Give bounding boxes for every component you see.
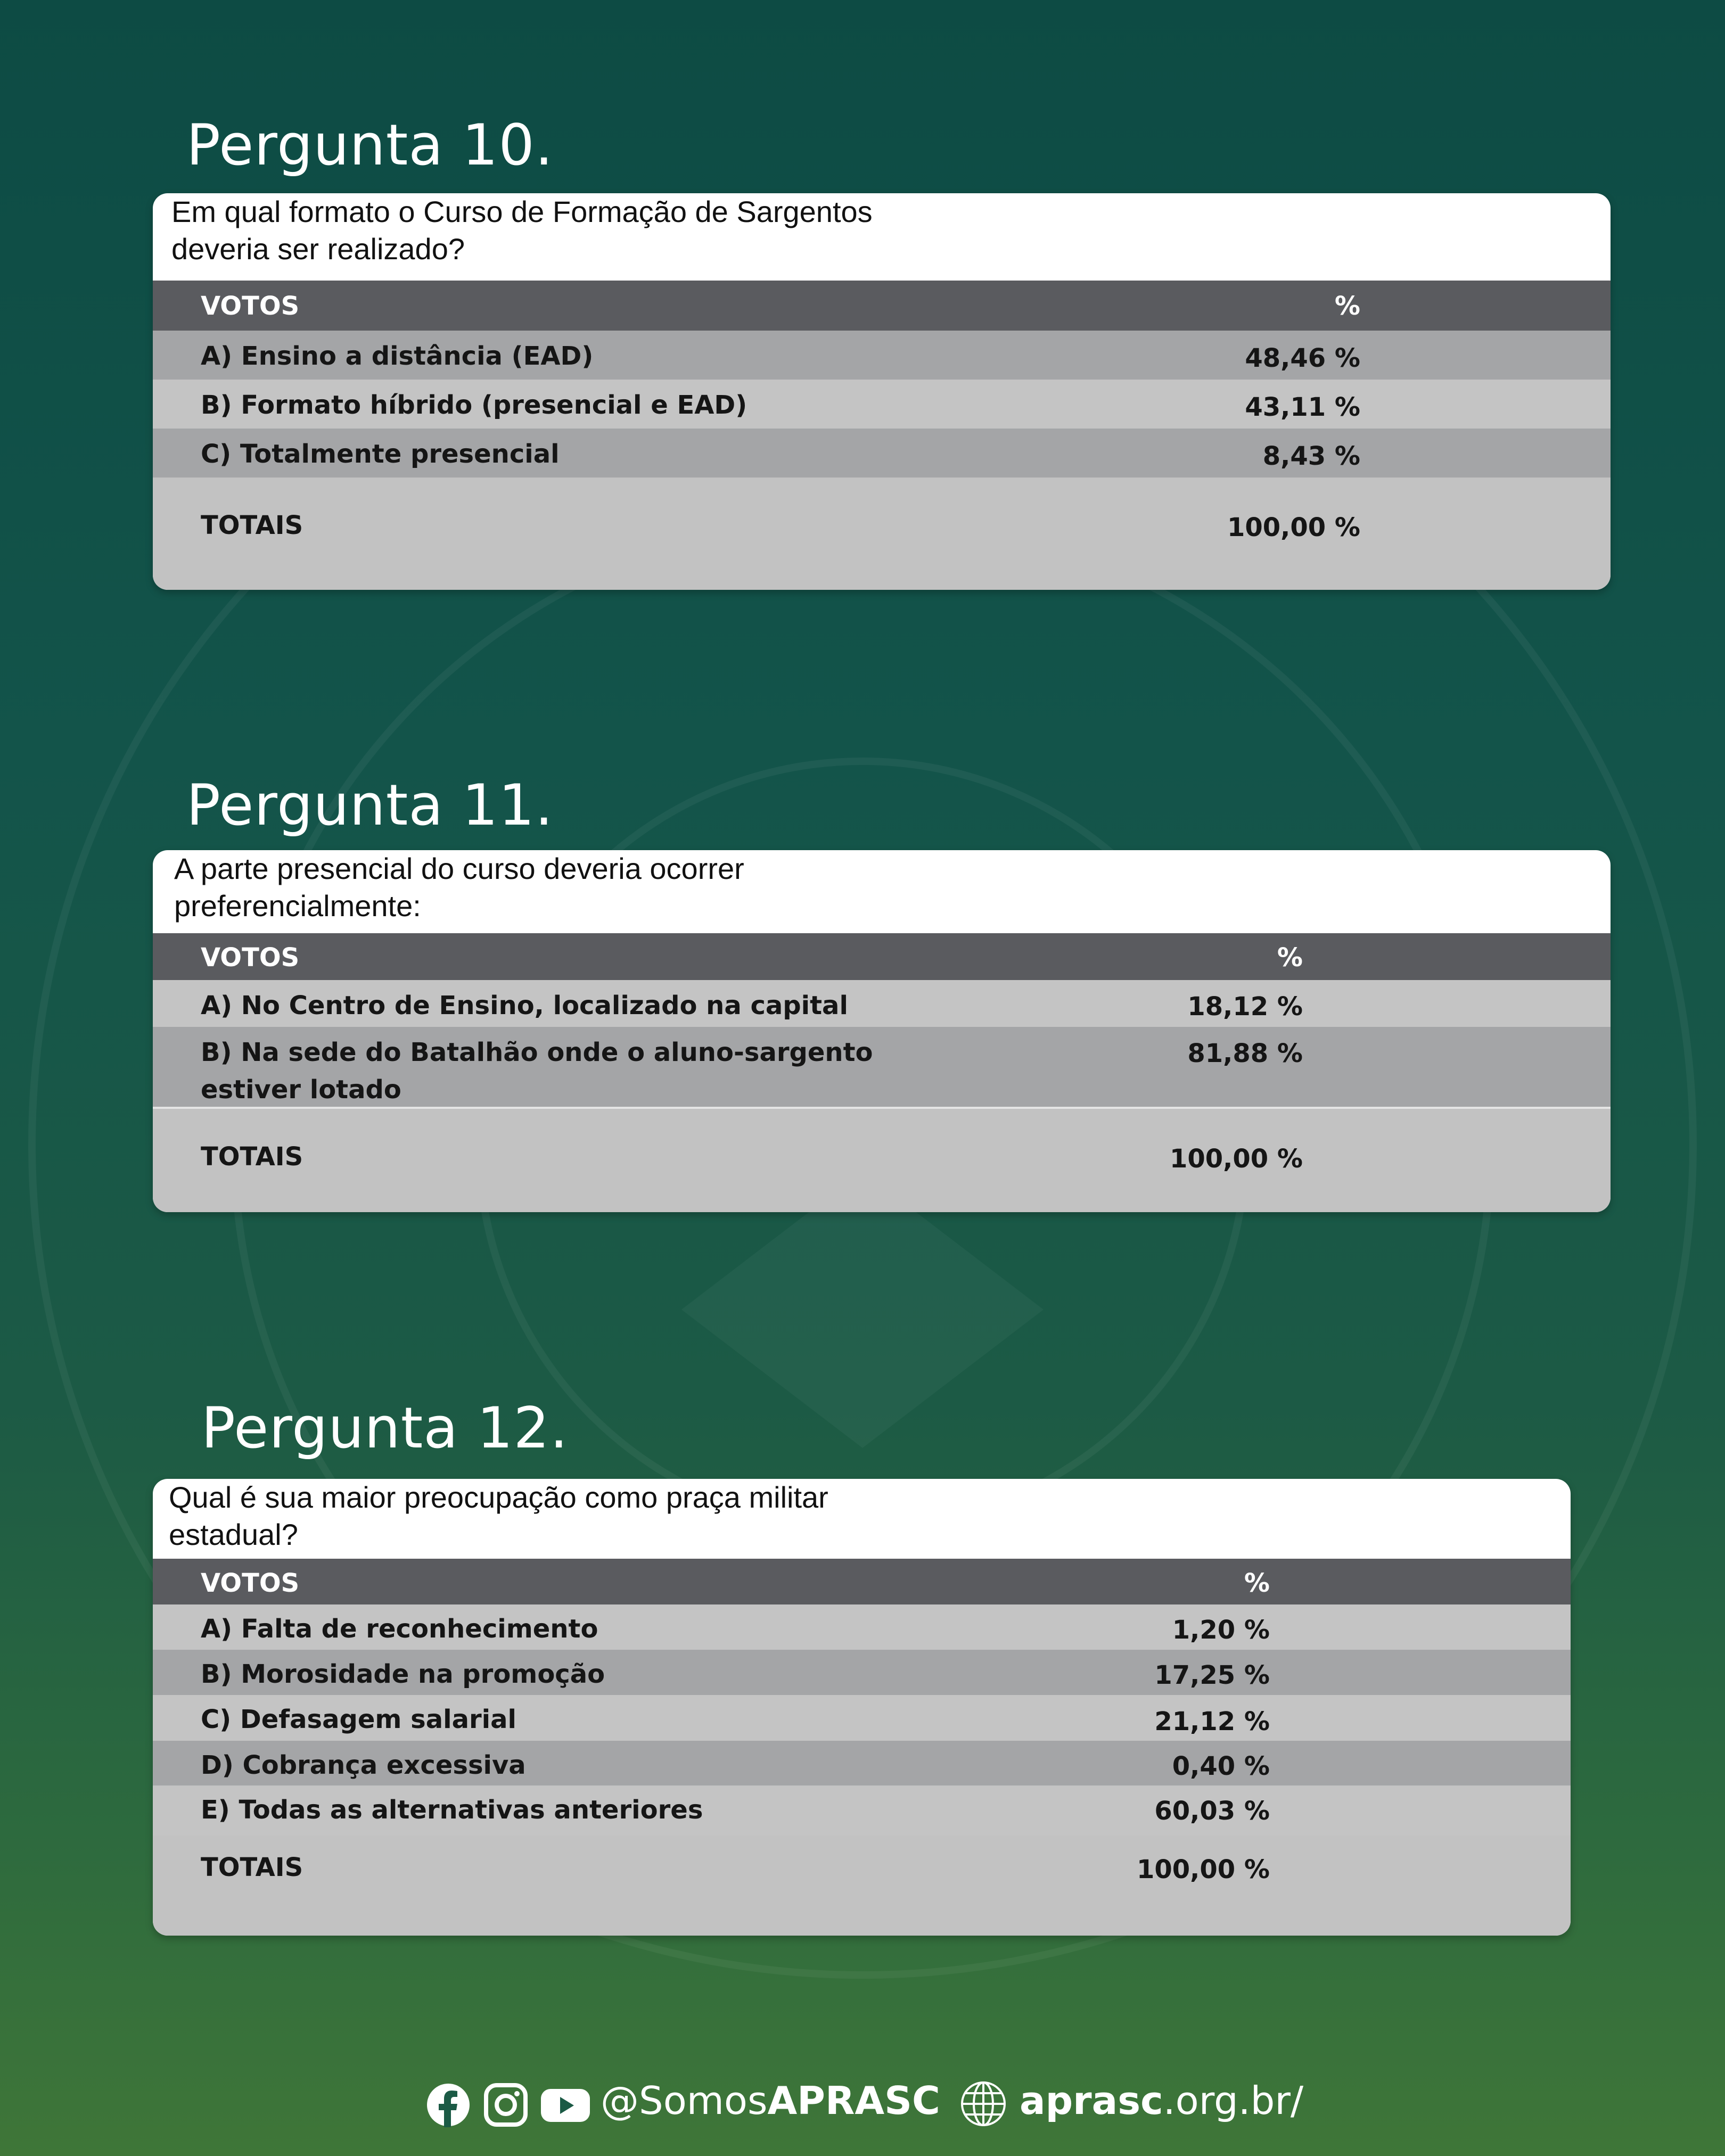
instagram-icon[interactable] xyxy=(483,2083,528,2127)
question-10-title: Pergunta 10. xyxy=(186,112,554,178)
table-row xyxy=(153,1604,1571,1650)
option-label: A) No Centro de Ensino, localizado na capital xyxy=(201,991,848,1021)
table-header xyxy=(153,281,1611,331)
handle-prefix: @Somos xyxy=(601,2078,768,2123)
percent-header: % xyxy=(1334,291,1360,321)
option-label: E) Todas as alternativas anteriores xyxy=(201,1795,703,1825)
footer xyxy=(0,2071,1725,2135)
totals-row xyxy=(153,478,1611,590)
site-bold: aprasc xyxy=(1020,2078,1163,2123)
table-row xyxy=(153,331,1611,380)
option-percent: 1,20 % xyxy=(1172,1615,1270,1645)
question-10-text: Em qual formato o Curso de Formação de Sargentos deveria ser realizado? xyxy=(171,195,873,266)
option-label: B) Na sede do Batalhão onde o aluno-sargento xyxy=(201,1038,873,1067)
table-header xyxy=(153,1559,1571,1604)
option-percent: 21,12 % xyxy=(1154,1707,1270,1737)
question-12-card xyxy=(153,1479,1571,1936)
table-row xyxy=(153,1027,1611,1109)
option-label: C) Defasagem salarial xyxy=(201,1705,516,1734)
question-11-card xyxy=(153,850,1611,1212)
question-12-text: Qual é sua maior preocupação como praça militar estadual? xyxy=(169,1480,828,1551)
option-label: B) Formato híbrido (presencial e EAD) xyxy=(201,390,748,420)
table-row xyxy=(153,1785,1571,1836)
option-percent: 8,43 % xyxy=(1262,441,1360,471)
social-handle[interactable] xyxy=(601,2078,940,2123)
question-12-title: Pergunta 12. xyxy=(201,1395,569,1461)
option-label: A) Falta de reconhecimento xyxy=(201,1614,598,1644)
globe-icon xyxy=(960,2080,1007,2127)
table-row xyxy=(153,1695,1571,1741)
votos-header: VOTOS xyxy=(201,943,300,973)
totals-row xyxy=(153,1109,1611,1212)
totals-percent: 100,00 % xyxy=(1136,1855,1270,1885)
site-rest: .org.br/ xyxy=(1163,2078,1304,2123)
question-11-text: A parte presencial do curso deveria ocorrer preferencialmente: xyxy=(174,852,744,923)
percent-header: % xyxy=(1244,1568,1270,1598)
option-percent: 81,88 % xyxy=(1187,1039,1303,1068)
table-row xyxy=(153,1741,1571,1785)
facebook-icon[interactable] xyxy=(426,2083,471,2127)
table-header xyxy=(153,933,1611,980)
totals-label: TOTAIS xyxy=(201,1853,303,1882)
option-percent: 43,11 % xyxy=(1245,392,1360,422)
question-11-title: Pergunta 11. xyxy=(186,772,554,838)
youtube-icon[interactable] xyxy=(540,2083,591,2127)
table-row xyxy=(153,380,1611,429)
option-percent: 18,12 % xyxy=(1187,992,1303,1022)
question-10-card xyxy=(153,193,1611,590)
option-label: A) Ensino a distância (EAD) xyxy=(201,341,594,371)
option-label: B) Morosidade na promoção xyxy=(201,1659,605,1689)
option-label: D) Cobrança excessiva xyxy=(201,1750,526,1780)
option-percent: 17,25 % xyxy=(1154,1660,1270,1690)
totals-percent: 100,00 % xyxy=(1169,1144,1303,1174)
table-row xyxy=(153,429,1611,478)
percent-header: % xyxy=(1277,943,1303,973)
option-label: C) Totalmente presencial xyxy=(201,439,560,469)
handle-bold: APRASC xyxy=(767,2078,940,2123)
website-link[interactable] xyxy=(1020,2078,1303,2123)
votos-header: VOTOS xyxy=(201,1568,300,1598)
totals-label: TOTAIS xyxy=(201,511,303,540)
option-label-continued: estiver lotado xyxy=(201,1075,401,1105)
totals-percent: 100,00 % xyxy=(1227,513,1360,542)
table-row xyxy=(153,980,1611,1027)
option-percent: 0,40 % xyxy=(1172,1751,1270,1781)
totals-row xyxy=(153,1836,1571,1936)
option-percent: 48,46 % xyxy=(1245,343,1360,373)
table-row xyxy=(153,1650,1571,1695)
votos-header: VOTOS xyxy=(201,291,300,321)
option-percent: 60,03 % xyxy=(1154,1796,1270,1826)
totals-label: TOTAIS xyxy=(201,1142,303,1172)
